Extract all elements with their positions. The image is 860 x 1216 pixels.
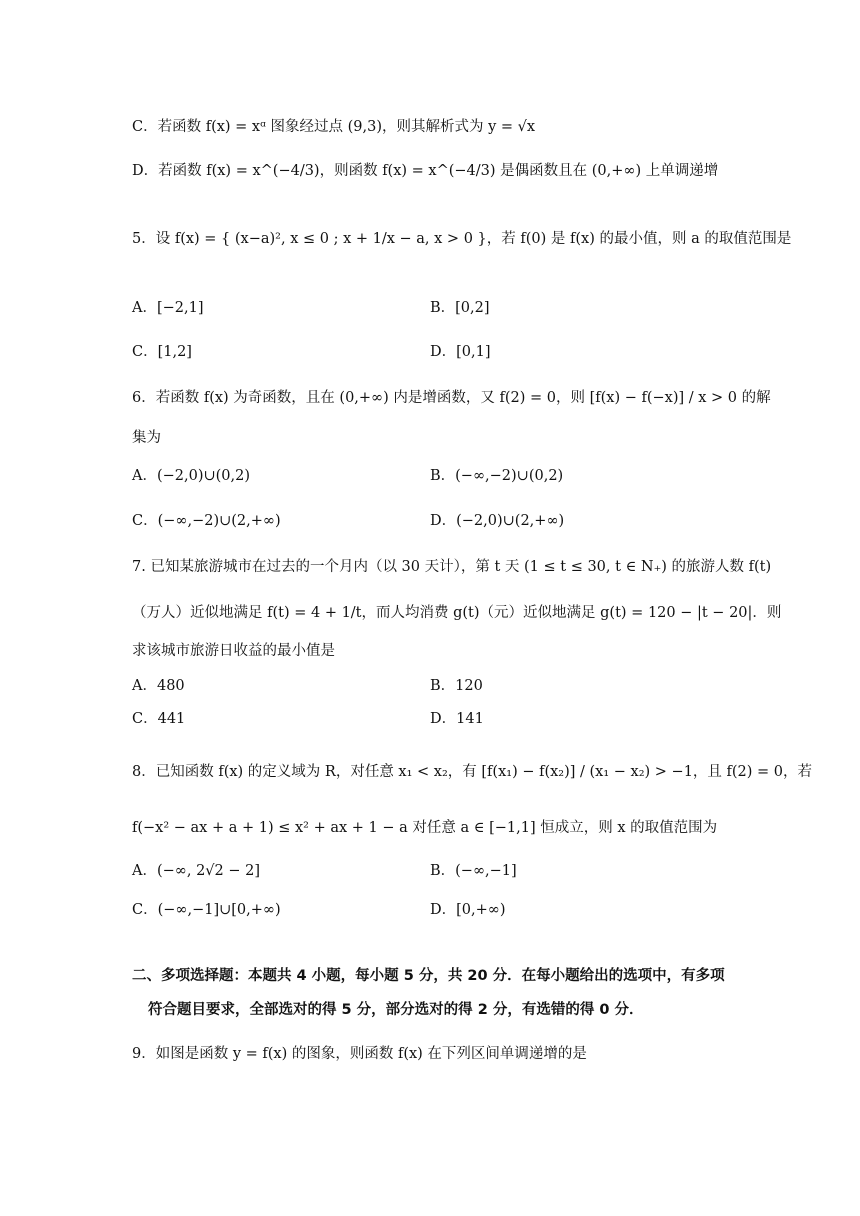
q6-option-d: D．(−2,0)∪(2,+∞) <box>430 513 565 529</box>
question-6-cont: 集为 <box>132 430 161 446</box>
q5-option-b: B．[0,2] <box>430 300 490 316</box>
q8-option-a: A．(−∞, 2√2 − 2] <box>132 863 261 879</box>
q6-option-a: A．(−2,0)∪(0,2) <box>132 468 251 484</box>
section-2-line-1: 二、多项选择题：本题共 4 小题，每小题 5 分，共 20 分．在每小题给出的选项中，有多项 <box>132 968 725 984</box>
q6-option-b: B．(−∞,−2)∪(0,2) <box>430 468 564 484</box>
q7-option-a: A．480 <box>132 678 185 694</box>
question-9: 9．如图是函数 y = f(x) 的图象，则函数 f(x) 在下列区间单调递增的是 <box>132 1046 587 1062</box>
question-6: 6．若函数 f(x) 为奇函数，且在 (0,+∞) 内是增函数，又 f(2) = 0，则 [f(x) − f(−x)] / x > 0 的解 <box>132 390 771 406</box>
q6-option-c: C．(−∞,−2)∪(2,+∞) <box>132 513 281 529</box>
q5-option-c: C．[1,2] <box>132 344 192 360</box>
question-7-cont2: 求该城市旅游日收益的最小值是 <box>132 643 335 659</box>
q7-option-d: D．141 <box>430 711 484 727</box>
q7-option-b: B．120 <box>430 678 483 694</box>
q5-option-a: A．[−2,1] <box>132 300 204 316</box>
option-d-prev: D．若函数 f(x) = x^(−4/3)，则函数 f(x) = x^(−4/3) 是偶函数且在 (0,+∞) 上单调递增 <box>132 163 719 179</box>
question-7-cont: （万人）近似地满足 f(t) = 4 + 1/t，而人均消费 g(t)（元）近似地满足 g(t) = 120 − |t − 20|．则 <box>132 605 782 621</box>
q8-option-d: D．[0,+∞) <box>430 902 506 918</box>
question-8: 8．已知函数 f(x) 的定义域为 R，对任意 x₁ < x₂，有 [f(x₁) − f(x₂)] / (x₁ − x₂) > −1，且 f(2) = 0，若 <box>132 764 813 780</box>
q8-option-c: C．(−∞,−1]∪[0,+∞) <box>132 902 281 918</box>
q5-option-d: D．[0,1] <box>430 344 491 360</box>
question-5: 5．设 f(x) = { (x−a)², x ≤ 0 ; x + 1/x − a, x > 0 }，若 f(0) 是 f(x) 的最小值，则 a 的取值范围是 <box>132 231 792 247</box>
question-8-cont: f(−x² − ax + a + 1) ≤ x² + ax + 1 − a 对任意 a ∈ [−1,1] 恒成立，则 x 的取值范围为 <box>132 820 718 836</box>
q8-option-b: B．(−∞,−1] <box>430 863 517 879</box>
q7-option-c: C．441 <box>132 711 186 727</box>
option-c-prev: C．若函数 f(x) = xᵅ 图象经过点 (9,3)，则其解析式为 y = √x <box>132 119 536 135</box>
section-2-heading <box>132 959 732 1027</box>
question-7: 7. 已知某旅游城市在过去的一个月内（以 30 天计），第 t 天 (1 ≤ t ≤ 30, t ∈ N₊) 的旅游人数 f(t) <box>132 559 772 575</box>
section-2-line-2: 符合题目要求，全部选对的得 5 分，部分选对的得 2 分，有选错的得 0 分． <box>148 1002 644 1018</box>
